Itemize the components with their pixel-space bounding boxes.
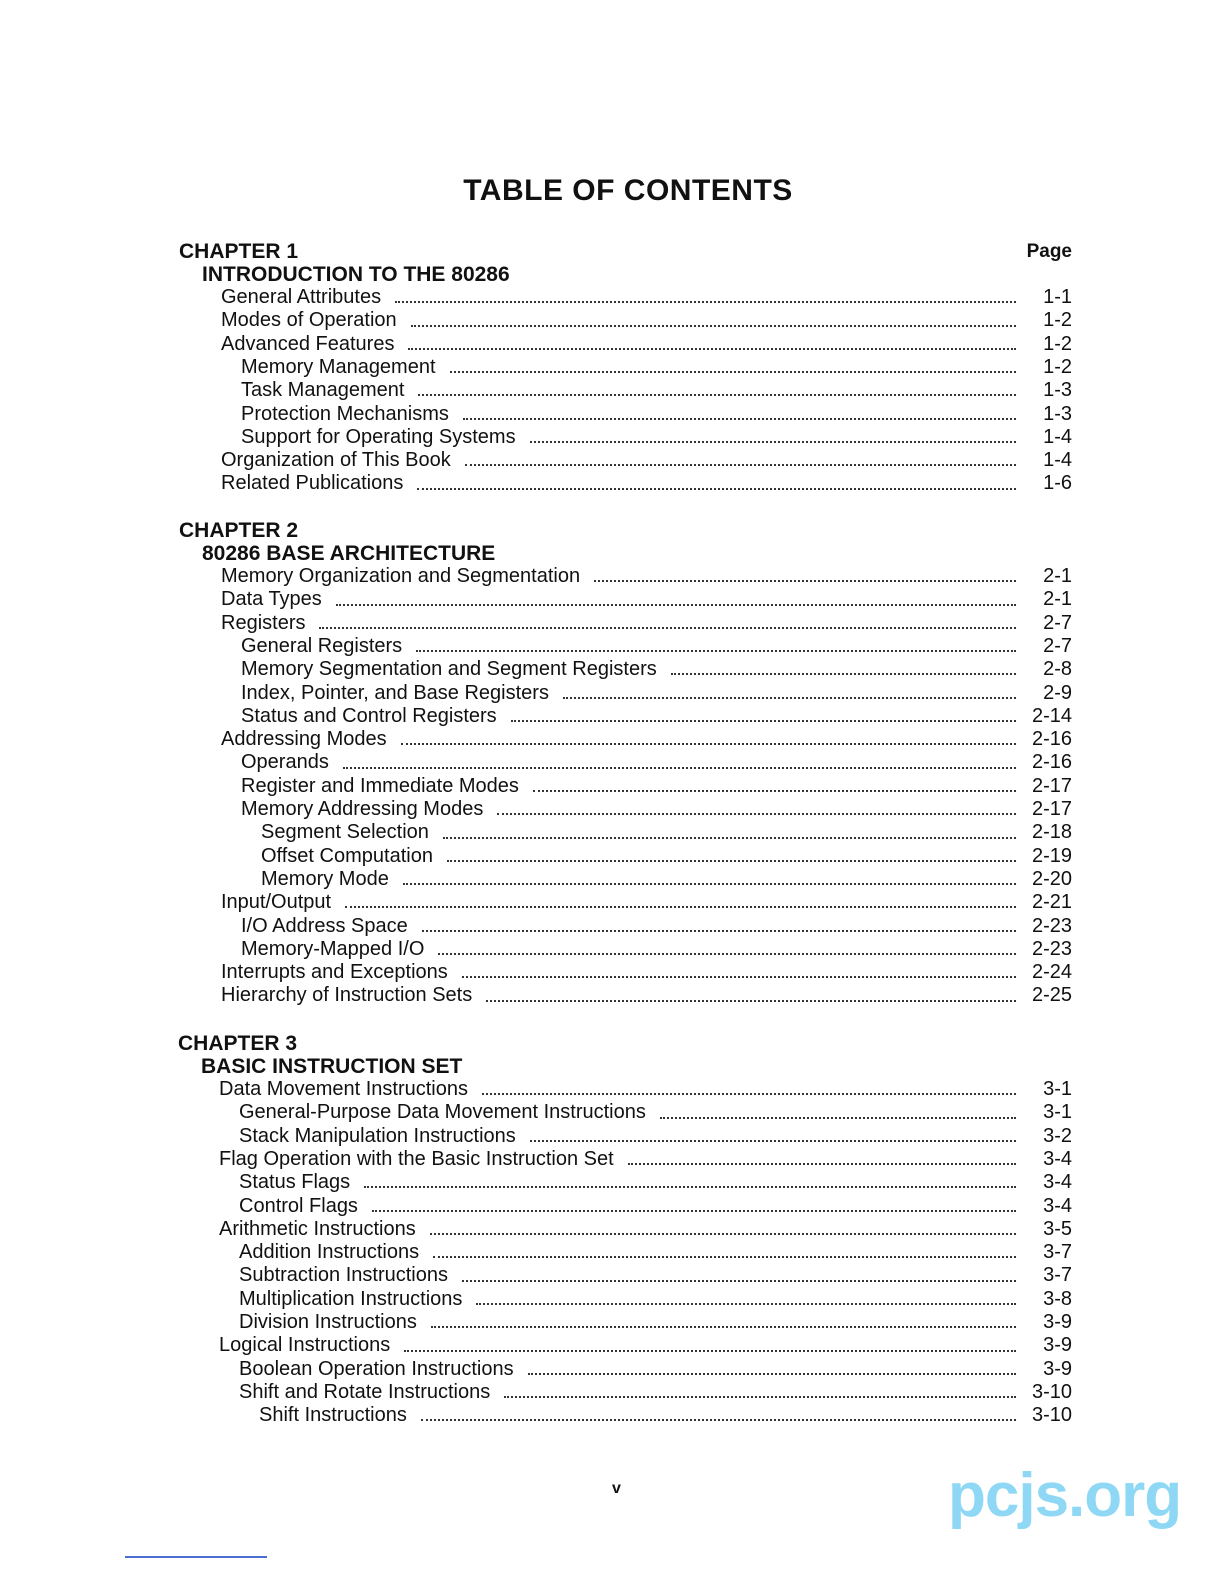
toc-entry-label: Multiplication Instructions — [239, 1287, 463, 1310]
toc-entry-page: 1-4 — [1043, 425, 1072, 448]
dot-leader — [372, 1209, 1016, 1212]
toc-entry-label: Memory Management — [241, 355, 436, 378]
dot-leader — [404, 1349, 1016, 1352]
toc-entry-label: Index, Pointer, and Base Registers — [241, 681, 549, 704]
toc-entry[interactable] — [221, 728, 1072, 751]
dot-leader — [411, 324, 1016, 327]
toc-entry-page: 2-20 — [1031, 867, 1072, 890]
toc-entry[interactable] — [241, 938, 1072, 961]
toc-entry-label: Registers — [221, 611, 306, 634]
toc-entry[interactable] — [221, 472, 1072, 495]
dot-leader — [447, 859, 1016, 862]
toc-entry-page: 2-25 — [1031, 984, 1072, 1007]
toc-entry-label: Support for Operating Systems — [241, 425, 516, 448]
toc-entry-page: 3-7 — [1043, 1241, 1072, 1264]
toc-entry[interactable] — [241, 682, 1072, 705]
toc-entry-label: Segment Selection — [261, 821, 429, 844]
toc-entry[interactable] — [241, 751, 1072, 774]
toc-entry-label: I/O Address Space — [241, 914, 408, 937]
dot-leader — [528, 1372, 1016, 1375]
dot-leader — [462, 1279, 1016, 1282]
toc-entry-page: 2-18 — [1031, 821, 1072, 844]
dot-leader — [497, 812, 1016, 815]
watermark-logo[interactable]: pcjs.org — [948, 1461, 1182, 1530]
toc-entry[interactable] — [241, 426, 1072, 449]
toc-entry-label: Status and Control Registers — [241, 704, 497, 727]
dot-leader — [343, 766, 1016, 769]
toc-entry-page: 3-1 — [1043, 1078, 1072, 1100]
toc-entry[interactable] — [221, 891, 1072, 914]
toc-entry-label: Memory Addressing Modes — [241, 798, 484, 820]
toc-entry-page: 3-4 — [1043, 1171, 1072, 1194]
dot-leader — [563, 696, 1016, 699]
toc-entry-page: 2-16 — [1031, 728, 1072, 751]
dot-leader — [430, 1232, 1016, 1235]
chapter-title: 80286 BASE ARCHITECTURE — [202, 542, 496, 565]
dot-leader — [438, 952, 1016, 955]
toc-entry-label: Memory Mode — [261, 867, 389, 890]
toc-entry-label: Interrupts and Exceptions — [221, 961, 448, 984]
toc-entry-page: 2-17 — [1031, 774, 1072, 797]
toc-entry-page: 3-9 — [1043, 1311, 1072, 1333]
dot-leader — [422, 929, 1016, 932]
toc-entry-page: 2-7 — [1043, 634, 1072, 657]
toc-entry[interactable] — [261, 845, 1072, 868]
footer-page-number: v — [612, 1480, 621, 1497]
toc-entry[interactable] — [239, 1125, 1072, 1148]
toc-entry[interactable] — [221, 333, 1072, 356]
toc-entry-label: Stack Manipulation Instructions — [239, 1124, 516, 1147]
toc-entry[interactable] — [221, 961, 1072, 984]
toc-entry[interactable] — [241, 798, 1072, 821]
toc-entry-label: Status Flags — [239, 1171, 351, 1194]
toc-entry-page: 2-7 — [1043, 611, 1072, 634]
toc-entry[interactable] — [221, 286, 1072, 309]
dot-leader — [433, 1255, 1016, 1258]
dot-leader — [319, 626, 1016, 629]
toc-entry-page: 2-23 — [1031, 937, 1072, 960]
toc-entry-label: Boolean Operation Instructions — [239, 1357, 514, 1380]
dot-leader — [530, 1139, 1016, 1142]
dot-leader — [482, 1092, 1016, 1095]
toc-entry-page: 3-10 — [1031, 1404, 1072, 1427]
dot-leader — [421, 1418, 1016, 1421]
toc-entry-label: Organization of This Book — [221, 449, 451, 472]
toc-entry[interactable] — [239, 1171, 1072, 1194]
toc-entry-label: Logical Instructions — [219, 1334, 391, 1357]
toc-entry-label: Addressing Modes — [221, 728, 387, 751]
toc-entry-label: Addition Instructions — [239, 1241, 420, 1264]
toc-entry[interactable] — [219, 1218, 1072, 1241]
toc-entry-label: Memory Organization and Segmentation — [221, 565, 581, 587]
toc-entry[interactable] — [221, 449, 1072, 472]
toc-entry-label: Shift and Rotate Instructions — [239, 1380, 491, 1403]
toc-entry-label: Subtraction Instructions — [239, 1264, 448, 1287]
toc-entry-label: Memory-Mapped I/O — [241, 937, 425, 960]
dot-leader — [417, 487, 1016, 490]
toc-entry[interactable] — [219, 1078, 1072, 1101]
toc-entry-label: Related Publications — [221, 472, 404, 495]
dot-leader — [465, 463, 1016, 466]
toc-entry-label: Input/Output — [221, 891, 332, 914]
toc-entry-page: 1-2 — [1043, 355, 1072, 378]
toc-entry-label: Task Management — [241, 379, 405, 402]
toc-entry[interactable] — [241, 635, 1072, 658]
toc-entry-page: 3-4 — [1043, 1194, 1072, 1217]
toc-entry[interactable] — [239, 1264, 1072, 1287]
chapter-number: CHAPTER 3 — [178, 1032, 298, 1055]
toc-entry-label: General Registers — [241, 634, 403, 657]
toc-entry-label: Control Flags — [239, 1194, 358, 1217]
toc-entry[interactable] — [221, 565, 1072, 588]
chapter-title: BASIC INSTRUCTION SET — [201, 1055, 463, 1078]
chapter-number: CHAPTER 1 — [179, 240, 299, 263]
toc-entry-page: 3-2 — [1043, 1124, 1072, 1147]
dot-leader — [401, 742, 1016, 745]
dot-leader — [450, 370, 1016, 373]
toc-entry[interactable] — [241, 775, 1072, 798]
toc-entry-label: Arithmetic Instructions — [219, 1217, 416, 1240]
chapter-number: CHAPTER 2 — [179, 519, 299, 542]
toc-entry-label: General-Purpose Data Movement Instructions — [239, 1101, 646, 1124]
toc-entry-page: 1-2 — [1043, 309, 1072, 332]
toc-entry-page: 2-8 — [1043, 658, 1072, 681]
toc-entry[interactable] — [241, 915, 1072, 938]
dot-leader — [504, 1395, 1016, 1398]
toc-entry-page: 1-4 — [1043, 449, 1072, 472]
toc-entry[interactable] — [221, 309, 1072, 332]
toc-entry[interactable] — [221, 588, 1072, 611]
toc-entry-label: Operands — [241, 751, 329, 774]
toc-entry[interactable] — [239, 1288, 1072, 1311]
toc-entry[interactable] — [239, 1101, 1072, 1124]
toc-entry-label: Data Movement Instructions — [219, 1078, 468, 1100]
dot-leader — [403, 882, 1016, 885]
toc-entry-page: 2-14 — [1031, 704, 1072, 727]
dot-leader — [463, 417, 1016, 420]
toc-entry-page: 3-5 — [1043, 1217, 1072, 1240]
toc-entry-label: Memory Segmentation and Segment Registers — [241, 658, 657, 681]
toc-entry-page: 1-1 — [1043, 286, 1072, 308]
dot-leader — [416, 649, 1016, 652]
toc-entry-page: 3-4 — [1043, 1147, 1072, 1170]
toc-entry[interactable] — [221, 612, 1072, 635]
toc-entry-page: 2-9 — [1043, 681, 1072, 704]
toc-entry-label: Shift Instructions — [259, 1404, 407, 1427]
dot-leader — [431, 1325, 1016, 1328]
page-column-label: Page — [1026, 241, 1072, 262]
dot-leader — [345, 905, 1016, 908]
toc-entry-page: 3-10 — [1031, 1380, 1072, 1403]
toc-entry[interactable] — [241, 379, 1072, 402]
dot-leader — [476, 1302, 1016, 1305]
dot-leader — [486, 999, 1016, 1002]
toc-entry-page: 2-21 — [1031, 891, 1072, 914]
toc-entry-label: Offset Computation — [261, 844, 433, 867]
toc-entry-page: 2-1 — [1043, 588, 1072, 611]
toc-entry-label: Division Instructions — [239, 1311, 417, 1333]
dot-leader — [443, 836, 1016, 839]
dot-leader — [671, 672, 1016, 675]
toc-entry-label: Modes of Operation — [221, 309, 397, 332]
toc-entry-page: 3-9 — [1043, 1334, 1072, 1357]
toc-entry[interactable] — [239, 1311, 1072, 1334]
toc-entry-label: Advanced Features — [221, 332, 395, 355]
toc-entry-page: 1-2 — [1043, 332, 1072, 355]
toc-entry[interactable] — [241, 705, 1072, 728]
dot-leader — [364, 1185, 1016, 1188]
toc-entry-label: General Attributes — [221, 286, 382, 308]
toc-entry-page: 2-16 — [1031, 751, 1072, 774]
toc-entry[interactable] — [219, 1334, 1072, 1357]
toc-entry[interactable] — [239, 1241, 1072, 1264]
toc-entry[interactable] — [259, 1404, 1072, 1427]
toc-entry-label: Hierarchy of Instruction Sets — [221, 984, 473, 1007]
chapter-title: INTRODUCTION TO THE 80286 — [202, 263, 510, 286]
toc-entry-label: Flag Operation with the Basic Instruction Set — [219, 1147, 614, 1170]
toc-entry-page: 2-17 — [1031, 798, 1072, 820]
toc-entry-page: 1-6 — [1043, 472, 1072, 495]
toc-entry[interactable] — [241, 403, 1072, 426]
toc-entry-page: 2-23 — [1031, 914, 1072, 937]
toc-entry-page: 2-1 — [1043, 565, 1072, 587]
toc-entry[interactable] — [261, 868, 1072, 891]
page-title: TABLE OF CONTENTS — [463, 174, 793, 207]
toc-entry[interactable] — [219, 1148, 1072, 1171]
toc-entry[interactable] — [241, 658, 1072, 681]
toc-entry[interactable] — [221, 984, 1072, 1007]
toc-entry-page: 2-24 — [1031, 961, 1072, 984]
dot-leader — [462, 975, 1016, 978]
dot-leader — [336, 603, 1016, 606]
toc-entry-page: 3-7 — [1043, 1264, 1072, 1287]
toc-entry-page: 1-3 — [1043, 379, 1072, 402]
toc-entry[interactable] — [241, 356, 1072, 379]
dot-leader — [628, 1162, 1016, 1165]
dot-leader — [660, 1116, 1016, 1119]
toc-entry[interactable] — [239, 1381, 1072, 1404]
dot-leader — [594, 579, 1016, 582]
toc-entry-page: 3-9 — [1043, 1357, 1072, 1380]
toc-entry-page: 3-8 — [1043, 1287, 1072, 1310]
toc-entry-page: 1-3 — [1043, 402, 1072, 425]
dot-leader — [533, 789, 1016, 792]
toc-entry[interactable] — [239, 1358, 1072, 1381]
toc-entry-page: 3-1 — [1043, 1101, 1072, 1124]
dot-leader — [395, 300, 1016, 303]
toc-entry[interactable] — [239, 1195, 1072, 1218]
dot-leader — [530, 440, 1016, 443]
toc-entry[interactable] — [261, 821, 1072, 844]
toc-entry-label: Protection Mechanisms — [241, 402, 449, 425]
toc-entry-label: Data Types — [221, 588, 322, 611]
toc-entry-page: 2-19 — [1031, 844, 1072, 867]
dot-leader — [418, 393, 1016, 396]
dot-leader — [408, 347, 1016, 350]
divider — [125, 1556, 267, 1558]
toc-entry-label: Register and Immediate Modes — [241, 774, 519, 797]
dot-leader — [511, 719, 1016, 722]
